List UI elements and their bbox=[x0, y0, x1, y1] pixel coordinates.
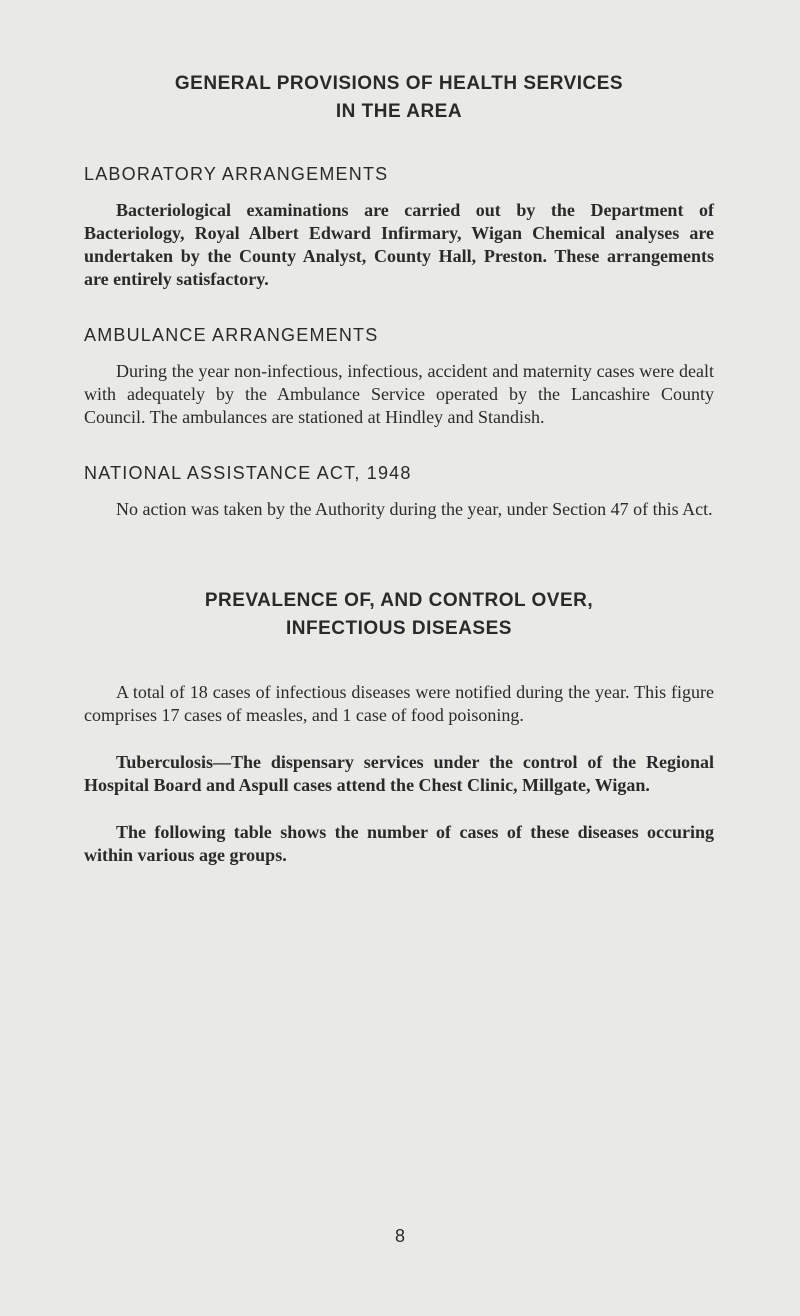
laboratory-heading: LABORATORY ARRANGEMENTS bbox=[84, 164, 389, 184]
infectious-paragraph-block-2 bbox=[84, 751, 714, 797]
infectious-diseases-title bbox=[84, 587, 714, 643]
infectious-paragraph-block-3 bbox=[84, 821, 714, 867]
page-title-line-1: GENERAL PROVISIONS OF HEALTH SERVICES bbox=[174, 73, 624, 94]
tuberculosis-paragraph: Tuberculosis—The dispensary services under the control of the Regional Hospital Board and Aspull cases attend the Chest Clinic, Millgate, Wigan. bbox=[84, 752, 714, 795]
ambulance-heading: AMBULANCE ARRANGEMENTS bbox=[84, 325, 379, 345]
national-assistance-section bbox=[84, 463, 714, 521]
national-assistance-heading: NATIONAL ASSISTANCE ACT, 1948 bbox=[84, 463, 412, 483]
page-title-line-2: IN THE AREA bbox=[335, 101, 463, 122]
ambulance-section bbox=[84, 325, 714, 429]
infectious-paragraph-1: A total of 18 cases of infectious diseases were notified during the year. This figure comprises 17 cases of measles, and 1 case of food poisoning. bbox=[84, 682, 714, 725]
national-assistance-paragraph: No action was taken by the Authority during the year, under Section 47 of this Act. bbox=[116, 499, 713, 519]
table-intro-paragraph: The following table shows the number of cases of these diseases occuring within various age groups. bbox=[84, 822, 714, 865]
ambulance-paragraph: During the year non-infectious, infectious, accident and maternity cases were dealt with adequately by the Ambulance Service operated by the Lancashire County Council. The ambulances are stationed at Hindley and Standish. bbox=[84, 361, 714, 427]
laboratory-section bbox=[84, 164, 714, 291]
page-number: 8 bbox=[394, 1226, 405, 1246]
infectious-paragraph-block-1 bbox=[84, 681, 714, 727]
page-title bbox=[84, 70, 714, 126]
infectious-title-line-2: INFECTIOUS DISEASES bbox=[286, 618, 512, 639]
infectious-title-line-1: PREVALENCE OF, AND CONTROL OVER, bbox=[204, 590, 594, 611]
section-spacer bbox=[84, 521, 714, 587]
laboratory-paragraph: Bacteriological examinations are carried out by the Department of Bacteriology, Royal Albert Edward Infirmary, Wigan Chemical analyses are undertaken by the County Analyst, County Hall, Preston. These arrangements are entirely satisfactory. bbox=[84, 200, 714, 289]
